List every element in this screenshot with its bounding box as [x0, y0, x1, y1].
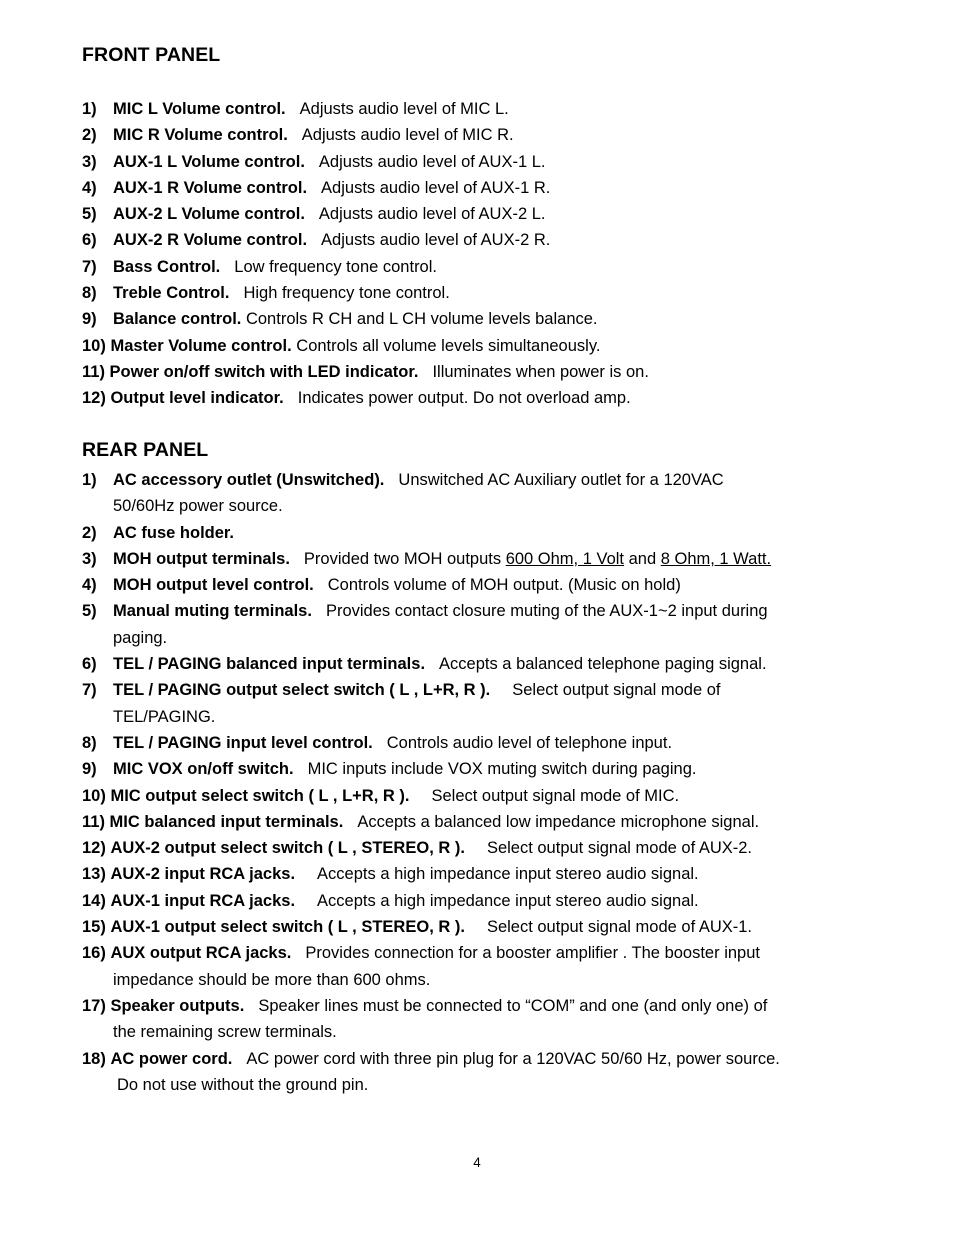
front-panel-heading: FRONT PANEL [82, 44, 221, 66]
rear-item-18: 18) AC power cord. AC power cord with three pin plug for a 120VAC 50/60 Hz, power source. Do not use without the ground pin. [82, 1049, 780, 1094]
rear-item-8: 8) TEL / PAGING input level control. Controls audio level of telephone input. [82, 733, 673, 752]
rear-item-17: 17) Speaker outputs. Speaker lines must be connected to “COM” and one (and only one) of the remaining screw terminals. [82, 996, 768, 1042]
moh-spec-8-ohm: 8 Ohm, 1 Watt. [660, 549, 772, 568]
rear-item-2: 2) AC fuse holder. [82, 523, 235, 542]
rear-item-5: 5) Manual muting terminals. Provides contact closure muting of the AUX-1~2 input during paging. [82, 602, 768, 647]
moh-spec-600-ohm: 600 Ohm, 1 Volt [505, 549, 625, 568]
rear-item-1: 1) AC accessory outlet (Unswitched). Unswitched AC Auxiliary outlet for a 120VAC 50/60Hz power source. [82, 471, 724, 516]
front-item-12: 12) Output level indicator. Indicates power output. Do not overload amp. [82, 389, 631, 408]
page-number: 4 [473, 1155, 481, 1170]
rear-panel-list [82, 467, 872, 1098]
front-item-3: 3) AUX-1 L Volume control. Adjusts audio level of AUX-1 L. [82, 152, 546, 171]
front-item-8: 8) Treble Control. High frequency tone control. [82, 284, 450, 303]
front-item-10: 10) Master Volume control. Controls all volume levels simultaneously. [82, 336, 601, 355]
rear-item-4: 4) MOH output level control. Controls volume of MOH output. (Music on hold) [82, 576, 681, 595]
rear-item-12: 12) AUX-2 output select switch ( L , STEREO, R ). Select output signal mode of AUX-2. [82, 839, 753, 858]
front-item-4: 4) AUX-1 R Volume control. Adjusts audio level of AUX-1 R. [82, 178, 551, 197]
front-item-2: 2) MIC R Volume control. Adjusts audio level of MIC R. [82, 126, 514, 145]
rear-item-11: 11) MIC balanced input terminals. Accepts a balanced low impedance microphone signal. [82, 812, 760, 831]
rear-item-9: 9) MIC VOX on/off switch. MIC inputs include VOX muting switch during paging. [82, 760, 697, 779]
front-item-1: 1) MIC L Volume control. Adjusts audio level of MIC L. [82, 100, 509, 118]
front-item-7: 7) Bass Control. Low frequency tone control. [82, 257, 437, 276]
front-panel-list [82, 96, 872, 412]
rear-item-7: 7) TEL / PAGING output select switch ( L , L+R, R ). Select output signal mode of TEL/PAGING. [82, 681, 721, 726]
front-item-6: 6) AUX-2 R Volume control. Adjusts audio level of AUX-2 R. [82, 231, 551, 250]
front-item-5: 5) AUX-2 L Volume control. Adjusts audio level of AUX-2 L. [82, 205, 546, 224]
rear-item-13: 13) AUX-2 input RCA jacks. Accepts a high impedance input stereo audio signal. [82, 865, 699, 884]
rear-item-15: 15) AUX-1 output select switch ( L , STEREO, R ). Select output signal mode of AUX-1. [82, 918, 753, 937]
rear-panel-heading: REAR PANEL [82, 439, 209, 461]
front-item-9: 9) Balance control. Controls R CH and L CH volume levels balance. [82, 310, 598, 329]
rear-item-6: 6) TEL / PAGING balanced input terminals. Accepts a balanced telephone paging signal. [82, 655, 767, 674]
rear-item-14: 14) AUX-1 input RCA jacks. Accepts a high impedance input stereo audio signal. [82, 891, 699, 910]
front-item-11: 11) Power on/off switch with LED indicator. Illuminates when power is on. [82, 362, 649, 381]
rear-item-10: 10) MIC output select switch ( L , L+R, R ). Select output signal mode of MIC. [82, 786, 680, 805]
rear-item-16: 16) AUX output RCA jacks. Provides connection for a booster amplifier . The booster input impedance should be more than 600 ohms. [82, 944, 760, 989]
rear-item-3: 3) MOH output terminals. Provided two MOH outputs 600 Ohm, 1 Volt and 8 Ohm, 1 Watt. [82, 549, 772, 568]
